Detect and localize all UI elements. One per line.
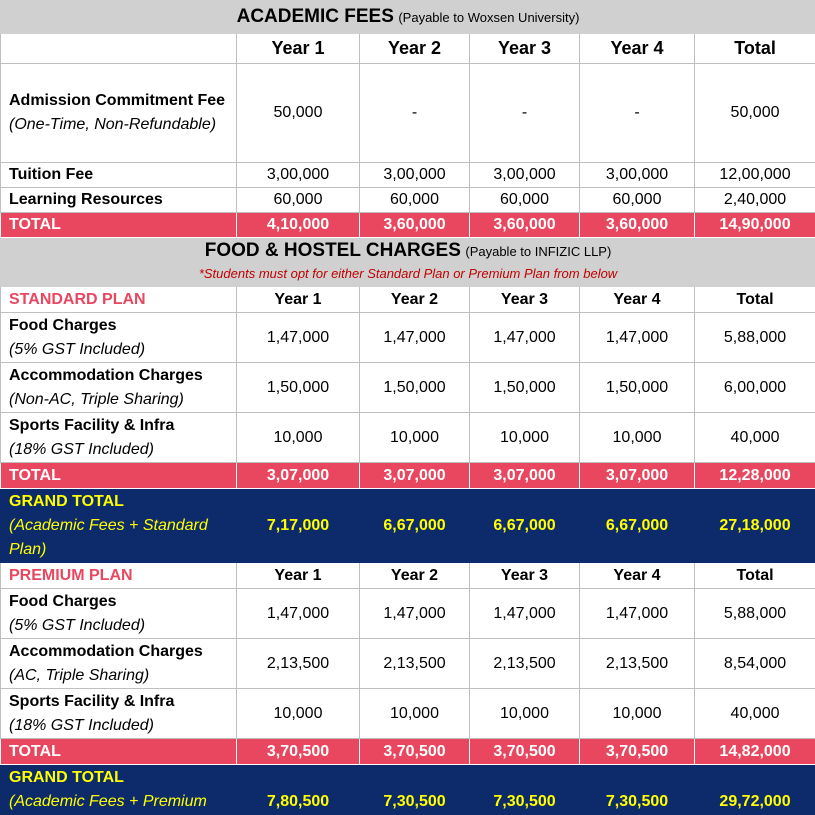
table-cell: 60,000 [360, 188, 470, 213]
table-cell: 6,67,000 [470, 489, 580, 563]
table-row [1, 589, 815, 639]
table-cell: 40,000 [695, 689, 815, 739]
table-cell: 7,30,500 [470, 765, 580, 815]
row-label-cell [1, 689, 237, 739]
table-cell: 1,50,000 [237, 363, 360, 413]
table-cell: 1,50,000 [360, 363, 470, 413]
row-label: Admission Commitment Fee [9, 89, 228, 113]
row-label: Learning Resources [1, 188, 237, 213]
row-sublabel: (One-Time, Non-Refundable) [9, 113, 228, 137]
table-row [1, 639, 815, 689]
table-cell: 3,07,000 [360, 463, 470, 489]
table-cell: 7,17,000 [237, 489, 360, 563]
table-cell: 8,54,000 [695, 639, 815, 689]
column-header: Total [695, 287, 815, 313]
plan-note: *Students must opt for either Standard Plan or Premium Plan from below [9, 263, 807, 285]
table-cell: 12,28,000 [695, 463, 815, 489]
table-cell: - [470, 64, 580, 163]
table-cell: 1,50,000 [580, 363, 695, 413]
table-cell: 14,82,000 [695, 739, 815, 765]
table-cell: 3,60,000 [470, 213, 580, 238]
table-cell: 3,00,000 [470, 163, 580, 188]
row-sublabel: (18% GST Included) [9, 714, 228, 738]
academic-subtitle: (Payable to Woxsen University) [398, 10, 579, 25]
academic-title: ACADEMIC FEES [237, 6, 394, 27]
table-cell: 3,60,000 [360, 213, 470, 238]
row-sublabel: (AC, Triple Sharing) [9, 664, 228, 688]
table-cell: 3,00,000 [360, 163, 470, 188]
table-cell: 10,000 [470, 413, 580, 463]
table-cell: 1,47,000 [470, 589, 580, 639]
column-header: Year 2 [360, 34, 470, 64]
table-cell: 5,88,000 [695, 589, 815, 639]
row-label: Sports Facility & Infra [9, 414, 228, 438]
table-cell: 40,000 [695, 413, 815, 463]
total-label: TOTAL [1, 739, 237, 765]
row-label-cell [1, 589, 237, 639]
table-cell: 3,70,500 [470, 739, 580, 765]
column-header: Total [695, 563, 815, 589]
table-row [1, 363, 815, 413]
table-row [1, 689, 815, 739]
table-cell: 4,10,000 [237, 213, 360, 238]
table-cell: 10,000 [237, 689, 360, 739]
table-cell: 3,00,000 [237, 163, 360, 188]
table-row [1, 64, 815, 163]
total-row [1, 213, 815, 238]
table-cell: 14,90,000 [695, 213, 815, 238]
table-cell: - [360, 64, 470, 163]
column-header: Year 2 [360, 287, 470, 313]
hostel-subtitle: (Payable to INFIZIC LLP) [465, 244, 611, 259]
table-cell: 60,000 [470, 188, 580, 213]
total-row [1, 463, 815, 489]
table-cell: 2,13,500 [470, 639, 580, 689]
table-cell: 3,60,000 [580, 213, 695, 238]
total-row [1, 739, 815, 765]
table-cell: 10,000 [360, 413, 470, 463]
column-header: Year 1 [237, 563, 360, 589]
table-cell: 10,000 [580, 689, 695, 739]
table-cell: 60,000 [580, 188, 695, 213]
total-label: TOTAL [1, 213, 237, 238]
row-label-cell [1, 639, 237, 689]
table-cell: 3,07,000 [580, 463, 695, 489]
row-label: Food Charges [9, 590, 228, 614]
row-label-cell [1, 363, 237, 413]
row-label: Tuition Fee [1, 163, 237, 188]
grand-total-sublabel: (Academic Fees + Premium [9, 790, 228, 814]
table-cell: 1,47,000 [237, 313, 360, 363]
table-cell: - [580, 64, 695, 163]
column-header: Year 3 [470, 287, 580, 313]
table-cell: 1,47,000 [237, 589, 360, 639]
table-cell: 2,13,500 [360, 639, 470, 689]
grand-total-sublabel: (Academic Fees + Standard Plan) [9, 514, 228, 562]
table-cell: 27,18,000 [695, 489, 815, 563]
total-label: TOTAL [1, 463, 237, 489]
premium-plan-label: PREMIUM PLAN [1, 563, 237, 589]
table-cell: 7,30,500 [580, 765, 695, 815]
row-label: Food Charges [9, 314, 228, 338]
grand-total-label-cell [1, 765, 237, 815]
table-cell: 1,47,000 [580, 589, 695, 639]
table-cell: 10,000 [237, 413, 360, 463]
table-cell: 3,07,000 [470, 463, 580, 489]
row-sublabel: (Non-AC, Triple Sharing) [9, 388, 228, 412]
table-cell: 10,000 [470, 689, 580, 739]
table-cell: 1,47,000 [580, 313, 695, 363]
table-cell: 50,000 [237, 64, 360, 163]
table-row [1, 188, 815, 213]
academic-section-header [1, 1, 815, 34]
table-cell: 3,70,500 [237, 739, 360, 765]
table-cell: 7,80,500 [237, 765, 360, 815]
table-cell: 12,00,000 [695, 163, 815, 188]
table-cell: 7,30,500 [360, 765, 470, 815]
column-header: Year 2 [360, 563, 470, 589]
hostel-title: FOOD & HOSTEL CHARGES [205, 240, 461, 261]
grand-total-label: GRAND TOTAL [9, 766, 228, 790]
table-cell: 1,50,000 [470, 363, 580, 413]
table-row [1, 163, 815, 188]
table-cell: 6,00,000 [695, 363, 815, 413]
table-cell: 3,00,000 [580, 163, 695, 188]
grand-total-label: GRAND TOTAL [9, 490, 228, 514]
table-cell: 6,67,000 [580, 489, 695, 563]
row-label: Accommodation Charges [9, 640, 228, 664]
hostel-section-header [1, 238, 815, 287]
column-header: Year 1 [237, 34, 360, 64]
table-cell: 29,72,000 [695, 765, 815, 815]
table-cell: 10,000 [580, 413, 695, 463]
column-header: Year 3 [470, 34, 580, 64]
row-label: Accommodation Charges [9, 364, 228, 388]
row-sublabel: (5% GST Included) [9, 338, 228, 362]
table-cell: 3,70,500 [360, 739, 470, 765]
premium-header-row [1, 563, 815, 589]
empty-header-cell [1, 34, 237, 64]
table-cell: 1,47,000 [360, 313, 470, 363]
table-cell: 6,67,000 [360, 489, 470, 563]
table-row [1, 313, 815, 363]
table-cell: 10,000 [360, 689, 470, 739]
row-label-cell [1, 413, 237, 463]
column-header: Year 3 [470, 563, 580, 589]
standard-header-row [1, 287, 815, 313]
table-cell: 2,13,500 [580, 639, 695, 689]
table-cell: 3,70,500 [580, 739, 695, 765]
table-cell: 1,47,000 [360, 589, 470, 639]
table-cell: 50,000 [695, 64, 815, 163]
row-label-cell [1, 64, 237, 163]
table-cell: 5,88,000 [695, 313, 815, 363]
table-cell: 2,13,500 [237, 639, 360, 689]
column-header: Year 4 [580, 34, 695, 64]
grand-total-row [1, 765, 815, 815]
row-sublabel: (5% GST Included) [9, 614, 228, 638]
row-label: Sports Facility & Infra [9, 690, 228, 714]
table-cell: 3,07,000 [237, 463, 360, 489]
table-cell: 1,47,000 [470, 313, 580, 363]
standard-plan-label: STANDARD PLAN [1, 287, 237, 313]
column-header: Total [695, 34, 815, 64]
row-label-cell [1, 313, 237, 363]
column-header: Year 4 [580, 287, 695, 313]
column-header: Year 4 [580, 563, 695, 589]
row-sublabel: (18% GST Included) [9, 438, 228, 462]
column-header: Year 1 [237, 287, 360, 313]
grand-total-row [1, 489, 815, 563]
academic-header-row [1, 34, 815, 64]
table-cell: 2,40,000 [695, 188, 815, 213]
grand-total-label-cell [1, 489, 237, 563]
table-row [1, 413, 815, 463]
table-cell: 60,000 [237, 188, 360, 213]
